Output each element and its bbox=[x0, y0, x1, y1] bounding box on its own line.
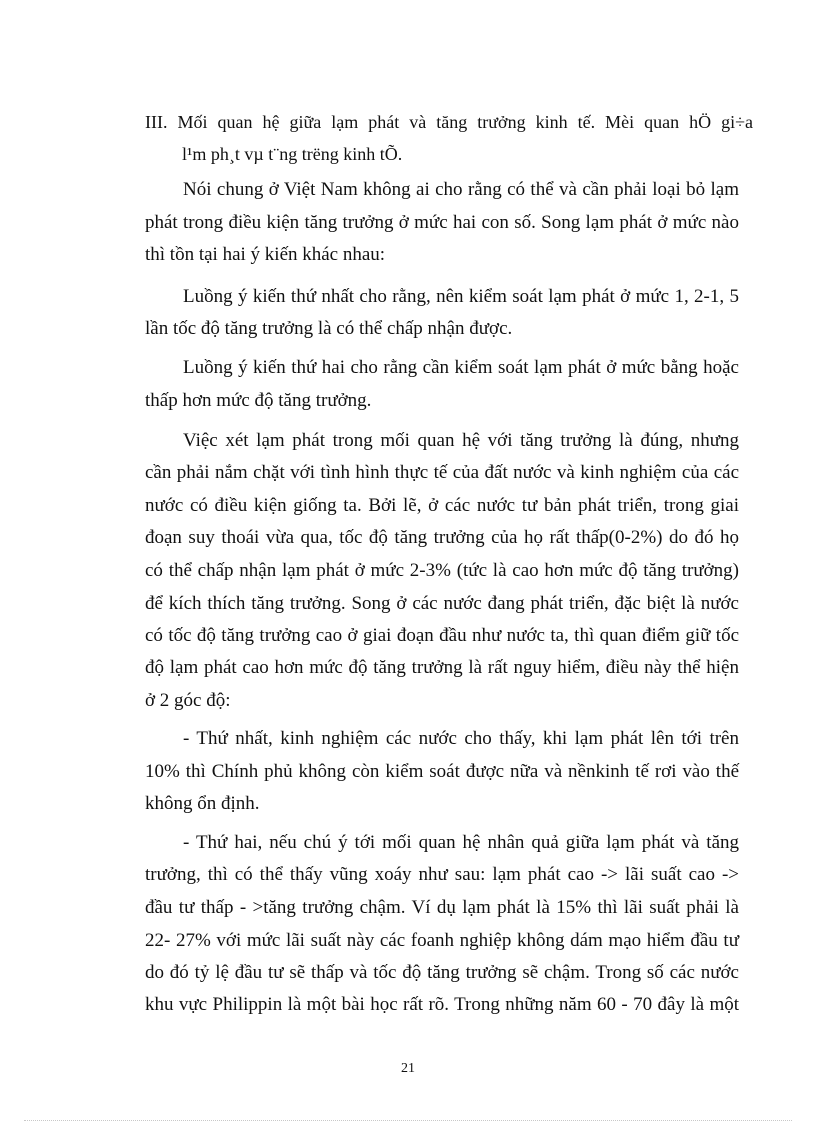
section-heading-line-2: l¹m ph¸t vµ t¨ng trëng kinh tÕ. bbox=[182, 144, 403, 164]
paragraph-6-line-6: khu vực Philippin là một bài học rất rõ. Trong những năm 60 - 70 đây là một bbox=[145, 994, 739, 1015]
paragraph-4-line-9: ở 2 góc độ: bbox=[145, 690, 231, 711]
paragraph-3-line-2: thấp hơn mức độ tăng trưởng. bbox=[145, 390, 372, 411]
paragraph-2-line-1: Luồng ý kiến thứ nhất cho rằng, nên kiểm soát lạm phát ở mức 1, 2-1, 5 bbox=[183, 286, 739, 307]
page-number: 21 bbox=[401, 1061, 415, 1076]
section-heading-line-1: III. Mối quan hệ giữa lạm phát và tăng trưởng kinh tế. Mèi quan hÖ gi÷a bbox=[145, 112, 753, 132]
paragraph-1-line-1: Nói chung ở Việt Nam không ai cho rằng có thể và cần phải loại bỏ lạm bbox=[183, 179, 739, 200]
footer-divider bbox=[24, 1120, 792, 1121]
paragraph-1-line-2: phát trong điều kiện tăng trưởng ở mức hai con số. Song lạm phát ở mức nào bbox=[145, 212, 739, 233]
paragraph-6-line-3: đầu tư thấp - >tăng trưởng chậm. Ví dụ lạm phát là 15% thì lãi suất phải là bbox=[145, 897, 739, 918]
paragraph-4-line-2: cần phải nắm chặt với tình hình thực tế của đất nước và kinh nghiệm của các bbox=[145, 462, 739, 483]
paragraph-6-line-5: do đó tỷ lệ đầu tư sẽ thấp và tốc độ tăng trưởng sẽ chậm. Trong số các nước bbox=[145, 962, 739, 983]
paragraph-4-line-7: có tốc độ tăng trưởng cao ở giai đoạn đầu như nước ta, thì quan điểm giữ tốc bbox=[145, 625, 739, 646]
paragraph-4-line-3: nước có điều kiện giống ta. Bởi lẽ, ở các nước tư bản phát triển, trong giai bbox=[145, 495, 739, 516]
paragraph-5-line-2: 10% thì Chính phủ không còn kiểm soát được nữa và nềnkinh tế rơi vào thế bbox=[145, 761, 739, 782]
paragraph-5-line-3: không ổn định. bbox=[145, 793, 260, 814]
paragraph-1-line-3: thì tồn tại hai ý kiến khác nhau: bbox=[145, 244, 386, 265]
paragraph-4-line-5: có thể chấp nhận lạm phát ở mức 2-3% (tức là cao hơn mức độ tăng trưởng) bbox=[145, 560, 739, 581]
paragraph-6-line-4: 22- 27% với mức lãi suất này các foanh nghiệp không dám mạo hiểm đầu tư bbox=[145, 930, 739, 951]
paragraph-4-line-8: độ lạm phát cao hơn mức độ tăng trưởng là rất nguy hiểm, điều này thể hiện bbox=[145, 657, 739, 678]
paragraph-4-line-1: Việc xét lạm phát trong mối quan hệ với tăng trưởng là đúng, nhưng bbox=[183, 430, 739, 451]
paragraph-5-line-1: - Thứ nhất, kinh nghiệm các nước cho thấy, khi lạm phát lên tới trên bbox=[183, 728, 739, 749]
paragraph-4-line-4: đoạn suy thoái vừa qua, tốc độ tăng trưởng của họ rất thấp(0-2%) do đó họ bbox=[145, 527, 739, 548]
paragraph-4-line-6: để kích thích tăng trưởng. Song ở các nước đang phát triển, đặc biệt là nước bbox=[145, 593, 739, 614]
paragraph-2-line-2: lần tốc độ tăng trưởng là có thể chấp nhận được. bbox=[145, 318, 513, 339]
paragraph-3-line-1: Luồng ý kiến thứ hai cho rằng cần kiểm soát lạm phát ở mức bằng hoặc bbox=[183, 357, 739, 378]
paragraph-6-line-1: - Thứ hai, nếu chú ý tới mối quan hệ nhân quả giữa lạm phát và tăng bbox=[183, 832, 739, 853]
paragraph-6-line-2: trưởng, thì có thể thấy vũng xoáy như sau: lạm phát cao -> lãi suất cao -> bbox=[145, 864, 739, 885]
